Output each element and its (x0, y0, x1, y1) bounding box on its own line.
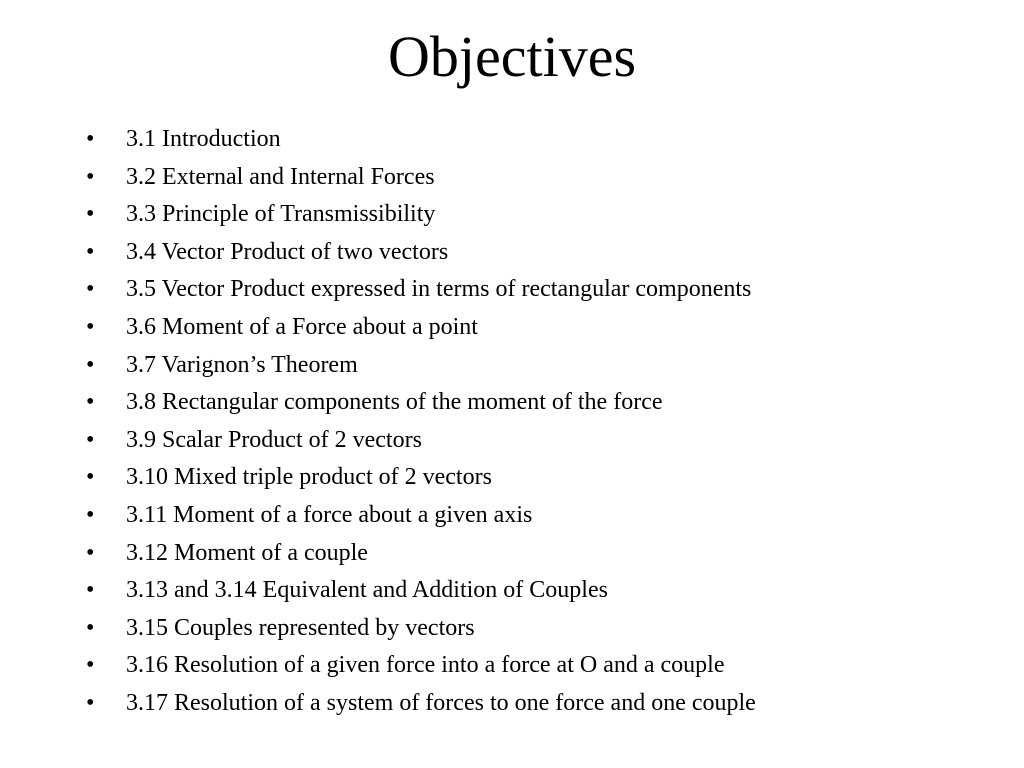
list-item-text: 3.9 Scalar Product of 2 vectors (126, 426, 422, 453)
list-item-text: 3.5 Vector Product expressed in terms of rectangular components (126, 276, 752, 303)
list-item-text: 3.8 Rectangular components of the moment of the force (126, 389, 663, 416)
list-item-text: 3.4 Vector Product of two vectors (126, 238, 449, 265)
list-item-text: 3.11 Moment of a force about a given axis (126, 501, 533, 528)
list-item-text: 3.1 Introduction (126, 126, 281, 152)
list-item-text: 3.3 Principle of Transmissibility (126, 201, 436, 228)
bullet-icon: • (86, 577, 95, 604)
list-item-text: 3.17 Resolution of a system of forces to one force and one couple (126, 689, 756, 716)
bullet-icon: • (86, 276, 95, 303)
list-item-text: 3.12 Moment of a couple (126, 539, 368, 566)
bullet-icon: • (86, 351, 95, 378)
bullet-icon: • (86, 464, 95, 491)
bullet-icon: • (86, 163, 95, 190)
list-item-text: 3.7 Varignon’s Theorem (126, 351, 358, 378)
list-item-text: 3.16 Resolution of a given force into a force at O and a couple (126, 652, 725, 679)
list-item-text: 3.13 and 3.14 Equivalent and Addition of Couples (126, 577, 608, 604)
list-item-text: 3.2 External and Internal Forces (126, 163, 435, 190)
bullet-icon: • (86, 389, 95, 416)
bullet-icon: • (86, 126, 95, 152)
list-item-text: 3.10 Mixed triple product of 2 vectors (126, 464, 492, 491)
bullet-icon: • (86, 614, 95, 641)
bullet-icon: • (86, 313, 95, 340)
list-item-text: 3.15 Couples represented by vectors (126, 614, 475, 641)
slide-title: Objectives (387, 24, 637, 89)
bullet-icon: • (86, 201, 95, 228)
bullet-icon: • (86, 689, 95, 716)
bullet-icon: • (86, 501, 95, 528)
bullet-icon: • (86, 426, 95, 453)
bullet-icon: • (86, 652, 95, 679)
bullet-icon: • (86, 238, 95, 265)
list-item-text: 3.6 Moment of a Force about a point (126, 313, 478, 340)
bullet-icon: • (86, 539, 95, 566)
